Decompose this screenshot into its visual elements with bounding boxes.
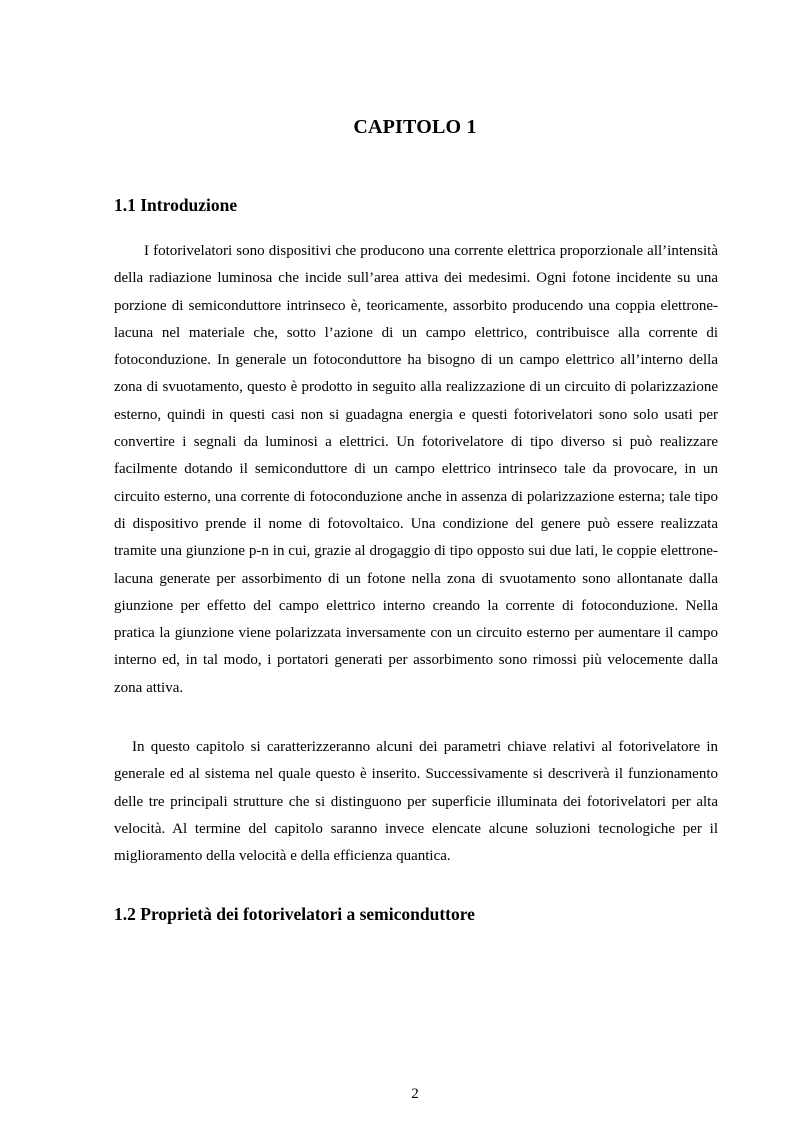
- section-heading-proprieta: 1.2 Proprietà dei fotorivelatori a semiconduttore: [114, 904, 475, 924]
- section-heading-introduzione: 1.1 Introduzione: [114, 195, 238, 215]
- page-number: 2: [411, 1086, 419, 1102]
- paragraph-introduzione-2: In questo capitolo si caratterizzeranno alcuni dei parametri chiave relativi al fotorivelatore in generale ed al sistema nel quale questo è inserito. Successivamente si descriverà il funzionamento delle tre principali strutture che si distinguono per superficie illuminata dei fotorivelatori per alta velocità. Al termine del capitolo saranno invece elencate alcune soluzioni tecnologiche per il miglioramento della velocità e della efficienza quantica.: [114, 739, 718, 865]
- paragraph-introduzione-1: I fotorivelatori sono dispositivi che producono una corrente elettrica proporzionale all’intensità della radiazione luminosa che incide sull’area attiva dei medesimi. Ogni fotone incidente su una porzione di semiconduttore intrinseco è, teoricamente, assorbito producendo una coppia elettrone-lacuna nel materiale che, sotto l’azione di un campo elettrico, contribuisce alla corrente di fotoconduzione. In generale un fotoconduttore ha bisogno di un campo elettrico all’interno della zona di svuotamento, questo è prodotto in seguito alla realizzazione di un circuito di polarizzazione esterno, quindi in questi casi non si guadagna energia e questi fotorivelatori sono solo usati per convertire i segnali da luminosi a elettrici. Un fotorivelatore di tipo diverso si può realizzare facilmente dotando il semiconduttore di un campo elettrico intrinseco tale da provocare, in un circuito esterno, una corrente di fotoconduzione anche in assenza di polarizzazione esterna; tale tipo di dispositivo prende il nome di fotovoltaico. Una condizione del genere può essere realizzata tramite una giunzione p-n in cui, grazie al drogaggio di tipo opposto sui due lati, le coppie elettrone-lacuna generate per assorbimento di un fotone nella zona di svuotamento sono allontanate dalla giunzione per effetto del campo elettrico interno creando la corrente di fotoconduzione. Nella pratica la giunzione viene polarizzata inversamente con un circuito esterno per aumentare il campo interno ed, in tal modo, i portatori generati per assorbimento sono rimossi più velocemente dalla zona attiva.: [114, 243, 718, 696]
- chapter-title: CAPITOLO 1: [353, 116, 477, 138]
